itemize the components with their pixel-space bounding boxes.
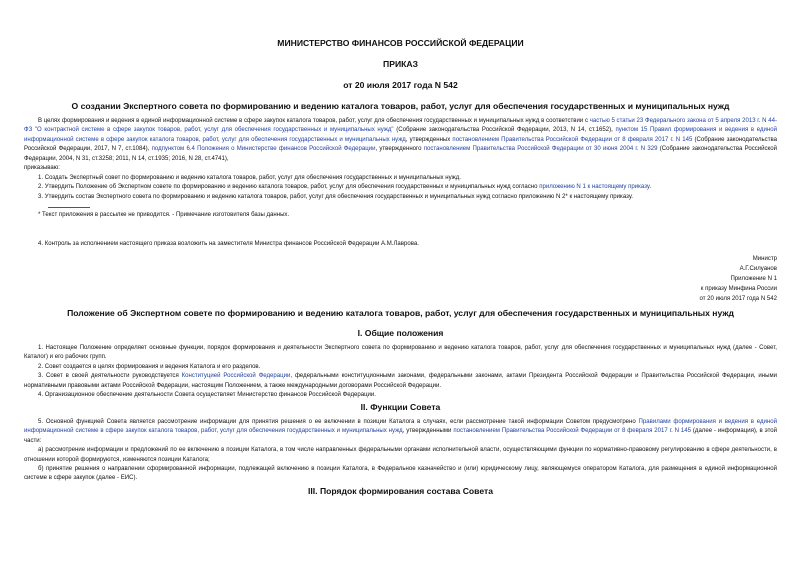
annex-label: Приложение N 1 bbox=[730, 275, 777, 282]
signatory-name: А.Г.Силуанов bbox=[739, 265, 777, 272]
rules-link[interactable]: пунктом 15 Правил формирования и ведения в единой информационной системе в сфере закупок каталога товаров, работ, услуг для обеспечения государственных и муниципальных нужд bbox=[24, 127, 777, 143]
law-44fz-link[interactable]: частью 5 статьи 23 Федерального закона от 5 апреля 2013 г. N 44-ФЗ "О контрактной системе в сфере закупок товаров, работ, услуг для обеспечения государственных и муниципальных нужд" bbox=[24, 118, 778, 134]
decree-145-link[interactable]: постановлением Правительства Российской Федерации от 8 февраля 2017 г. N 145 bbox=[452, 136, 693, 143]
section-3-heading: III. Порядок формирования состава Совета bbox=[308, 485, 493, 496]
item-4: 4. Контроль за исполнением настоящего приказа возложить на заместителя Министра финансов Российской Федерации А.М.Лаврова. bbox=[38, 240, 419, 247]
regulation-p1: 1. Настоящее Положение определяет основные функции, порядок формирования и деятельности Экспертного совета по формированию и ведению каталога товаров, работ, услуг для обеспечения государственных и муниципальных нужд (далее - Совет, Каталог) и его рабочих групп. bbox=[24, 344, 777, 361]
p5-text: 5. Основной функцией Совета является рассмотрение информации для принятия решения о ее включении в позиции Каталога в случаях, если рассмотрение такой информации Советом предусмотрено bbox=[38, 418, 639, 425]
p5-text: , утвержденными bbox=[402, 428, 454, 435]
decree-329-link[interactable]: постановлением Правительства Российской Федерации от 30 июня 2004 г. N 329 bbox=[423, 146, 658, 153]
item-3: 3. Утвердить состав Экспертного совета по формированию и ведению каталога товаров, работ, услуг для обеспечения государственных и муниципальных нужд согласно приложению N 2* к настоящему приказу. bbox=[38, 193, 633, 200]
annex-date: от 20 июля 2017 года N 542 bbox=[699, 295, 777, 302]
item-1: 1. Создать Экспертный совет по формированию и ведению каталога товаров, работ, услуг для обеспечения государственных и муниципальных нужд. bbox=[38, 174, 461, 181]
catalog-rules-link[interactable]: Правилами формирования и ведения в единой информационной системе в сфере закупок каталога товаров, работ, услуг для обеспечения государственных и муниципальных нужд bbox=[24, 418, 778, 435]
footnote: * Текст приложения в рассылке не приводится. - Примечание изготовителя базы данных. bbox=[38, 212, 290, 219]
preamble-text: (Собрание законодательства Российской Федерации, 2013, N 14, ст.1652), bbox=[393, 127, 616, 134]
signatory-position: Министр bbox=[752, 255, 777, 262]
p3-text: , федеральными конституционными законами, федеральными законами, актами Президента Российской Федерации и Правительства Российской Федерации, иными нормативными правовыми актами Российской Федерации, настоящим Положением, а также международными договорами Российской Федерации. bbox=[24, 373, 778, 389]
regulation-title: Положение об Экспертном совете по формированию и ведению каталога товаров, работ, услуг для обеспечения государственных и муниципальных нужд bbox=[67, 307, 734, 318]
item-2 bbox=[24, 183, 777, 192]
constitution-link[interactable]: Конституцией Российской Федерации bbox=[181, 373, 291, 380]
preamble-text: В целях формирования и ведения в единой информационной системе в сфере закупок каталога товаров, работ, услуг для обеспечения государственных и муниципальных нужд в соответствии с bbox=[38, 118, 590, 124]
regulation-p4: 4. Организационное обеспечение деятельности Совета осуществляет Министерство финансов Российской Федерации. bbox=[38, 392, 376, 399]
annex-1-link[interactable]: приложению N 1 к настоящему приказу bbox=[539, 184, 650, 191]
preamble-text: (Собрание законодательства Российской Федерации, 2017, N 7, ст.1084), bbox=[24, 136, 777, 153]
preamble-text: , утвержденных bbox=[405, 136, 453, 143]
date-number-heading: от 20 июля 2017 года N 542 bbox=[343, 80, 458, 90]
section-1-heading: I. Общие положения bbox=[357, 327, 444, 338]
regulation-pb: б) принятие решения о направлении сформированной информации, подлежащей включению в позиции Каталога, в Федеральное казначейство и (или) юридическому лицу, являющемуся оператором Каталога, для размещения в единой информационной системе в сфере закупок (далее - ЕИС). bbox=[24, 465, 777, 482]
regulation-pa: а) рассмотрение информации и предложений по ее включению в позиции Каталога, в том числе направленных федеральными органами исполнительной власти, осуществляющими функции по нормативно-правовому регулированию в сфере деятельности, в отношении которой формируются, изменяются позиции Каталога; bbox=[24, 447, 777, 463]
regulation-p3 bbox=[24, 372, 777, 391]
item-2-end: . bbox=[649, 184, 652, 191]
preamble-text: (Собрание законодательства Российской Федерации, 2004, N 31, ст.3258; 2011, N 14, ст.1935; 2016, N 28, ст.4741), bbox=[24, 146, 777, 162]
order-word: приказываю: bbox=[24, 165, 60, 172]
doc-type-heading: ПРИКАЗ bbox=[383, 59, 418, 69]
regulation-p2: 2. Совет создается в целях формирования и ведения Каталога и его разделов. bbox=[38, 363, 261, 370]
section-2-heading: II. Функции Совета bbox=[360, 401, 441, 412]
p3-text: 3. Совет в своей деятельности руководствуется bbox=[38, 373, 182, 380]
document-title: О создании Экспертного совета по формированию и ведению каталога товаров, работ, услуг для обеспечения государственных и муниципальных нужд bbox=[71, 101, 730, 111]
regulation-p5 bbox=[24, 418, 777, 446]
item-2-text: 2. Утвердить Положение об Экспертном совете по формированию и ведению каталога товаров, работ, услуг для обеспечения государственных и муниципальных нужд согласно bbox=[38, 184, 540, 191]
preamble-text: , утвержденного bbox=[375, 146, 424, 153]
p5-text: (далее - информация), в этой части: bbox=[24, 428, 778, 444]
decree-145-link[interactable]: постановлением Правительства Российской Федерации от 8 февраля 2017 г. N 145 bbox=[453, 428, 691, 435]
ministry-heading: МИНИСТЕРСТВО ФИНАНСОВ РОССИЙСКОЙ ФЕДЕРАЦИИ bbox=[277, 38, 524, 48]
ministry-regulation-link[interactable]: подпунктом 6.4 Положения о Министерстве финансов Российской Федерации bbox=[151, 146, 376, 153]
annex-reference: к приказу Минфина России bbox=[700, 285, 777, 292]
preamble-paragraph bbox=[24, 117, 777, 164]
